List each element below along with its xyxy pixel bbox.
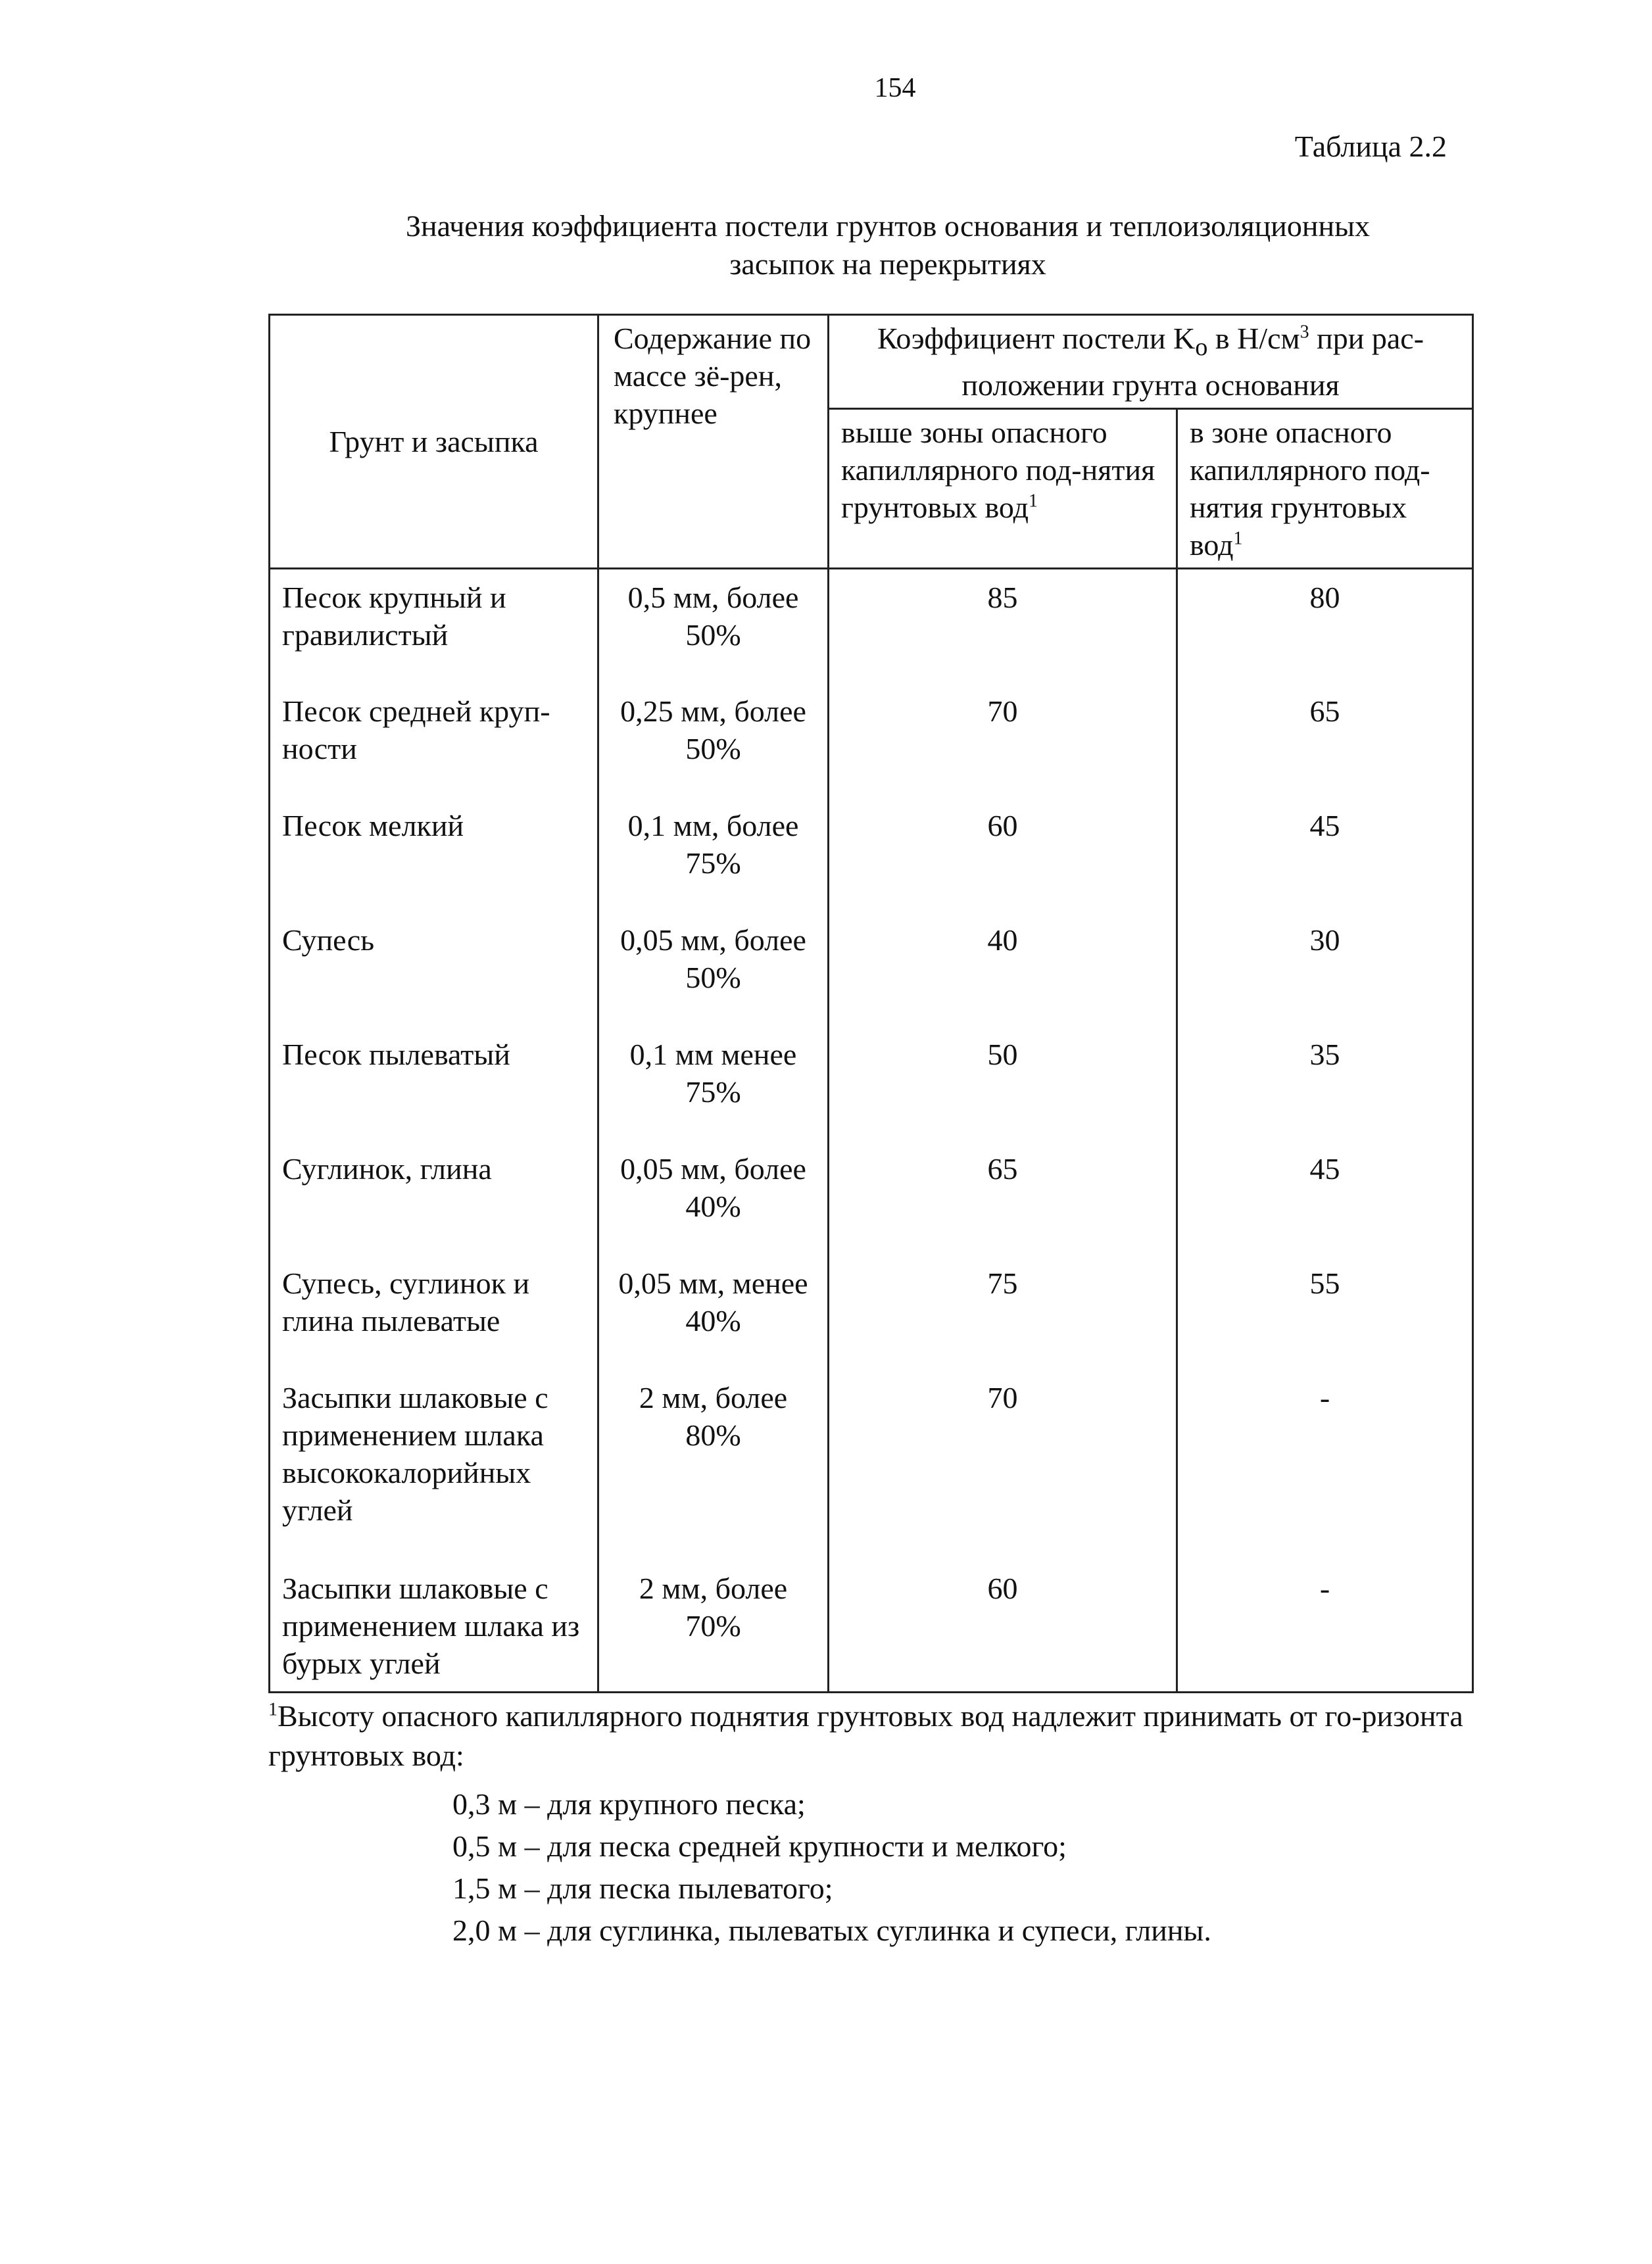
inside-sup: 1 [1233,528,1243,549]
cell-soil: Песок крупный и гравилистый [270,569,598,683]
caption-line-2: засыпок на перекрытиях [729,247,1046,281]
page-number: 154 [874,73,916,103]
cell-inside: - [1177,1370,1473,1560]
header-inside-zone [1177,409,1473,569]
header-content: Содержание по массе зё-рен, крупнее [598,315,829,569]
cell-inside: - [1177,1560,1473,1693]
coef-unit: в Н/см [1207,322,1300,355]
footnote-item: 1,5 м – для песка пылеватого; [452,1871,833,1905]
table-row [270,1141,1473,1255]
cell-content: 0,05 мм, менее 40% [598,1255,829,1370]
cell-content: 0,5 мм, более 50% [598,569,829,683]
footnote-marker: 1 [268,1699,278,1720]
cell-content: 2 мм, более 70% [598,1560,829,1693]
table-row [270,1255,1473,1370]
cell-inside: 30 [1177,912,1473,1026]
cell-soil: Супесь, суглинок и глина пылеватые [270,1255,598,1370]
header-soil: Грунт и засыпка [270,315,598,569]
cell-content: 0,05 мм, более 50% [598,912,829,1026]
cell-above: 70 [829,1370,1177,1560]
cell-inside: 80 [1177,569,1473,683]
cell-above: 85 [829,569,1177,683]
cell-soil: Песок средней круп-ности [270,683,598,798]
cell-soil: Песок мелкий [270,798,598,912]
cell-content: 0,05 мм, более 40% [598,1141,829,1255]
footnote-item: 0,3 м – для крупного песка; [452,1787,806,1821]
cell-inside: 55 [1177,1255,1473,1370]
footnote-text [268,1697,1472,1775]
cell-soil: Супесь [270,912,598,1026]
table-row [270,1560,1473,1693]
cell-above: 75 [829,1255,1177,1370]
cell-content: 0,1 мм, более 75% [598,798,829,912]
cell-soil: Засыпки шлаковые с применением шлака высококалорийных углей [270,1370,598,1560]
footnote [268,1697,1472,1952]
table-row [270,912,1473,1026]
table-row [270,683,1473,798]
table-row [270,569,1473,683]
above-sup: 1 [1028,491,1038,512]
above-text: выше зоны опасного капиллярного под-нятия грунтовых вод [841,416,1155,525]
cell-inside: 35 [1177,1026,1473,1141]
cell-soil: Песок пылеватый [270,1026,598,1141]
inside-text: в зоне опасного капиллярного под-нятия грунтовых вод [1190,416,1430,562]
cell-content: 2 мм, более 80% [598,1370,829,1560]
cell-above: 50 [829,1026,1177,1141]
table-row [270,798,1473,912]
footnote-item: 2,0 м – для суглинка, пылеватых суглинка и супеси, глины. [452,1914,1211,1947]
coef-suffix: при рас-положении грунта основания [961,322,1424,402]
cell-soil: Засыпки шлаковые с применением шлака из бурых углей [270,1560,598,1693]
table-row [270,1370,1473,1560]
cell-above: 60 [829,1560,1177,1693]
footnote-body: Высоту опасного капиллярного поднятия грунтовых вод надлежит принимать от го-ризонта грунтовых вод: [268,1699,1463,1772]
footnote-item: 0,5 м – для песка средней крупности и мелкого; [452,1829,1067,1863]
cell-content: 0,25 мм, более 50% [598,683,829,798]
cell-soil: Суглинок, глина [270,1141,598,1255]
cell-inside: 45 [1177,798,1473,912]
table-header [270,315,1473,569]
cell-inside: 65 [1177,683,1473,798]
soil-coefficient-table [268,314,1474,1693]
table-row [270,1026,1473,1141]
footnote-list [268,1783,1472,1952]
cell-above: 60 [829,798,1177,912]
cell-above: 70 [829,683,1177,798]
cell-above: 40 [829,912,1177,1026]
table-caption [224,207,1552,283]
cell-above: 65 [829,1141,1177,1255]
caption-line-1: Значения коэффициента постели грунтов основания и теплоизоляционных [405,209,1371,243]
cell-content: 0,1 мм менее 75% [598,1026,829,1141]
coef-unit-sup: 3 [1300,322,1309,343]
coef-prefix: Коэффициент постели K [877,322,1196,355]
coef-subscript: о [1195,333,1208,362]
cell-inside: 45 [1177,1141,1473,1255]
header-coefficient [829,315,1473,409]
table-label: Таблица 2.2 [1294,130,1447,163]
header-above-zone [829,409,1177,569]
table-body [270,569,1473,1693]
